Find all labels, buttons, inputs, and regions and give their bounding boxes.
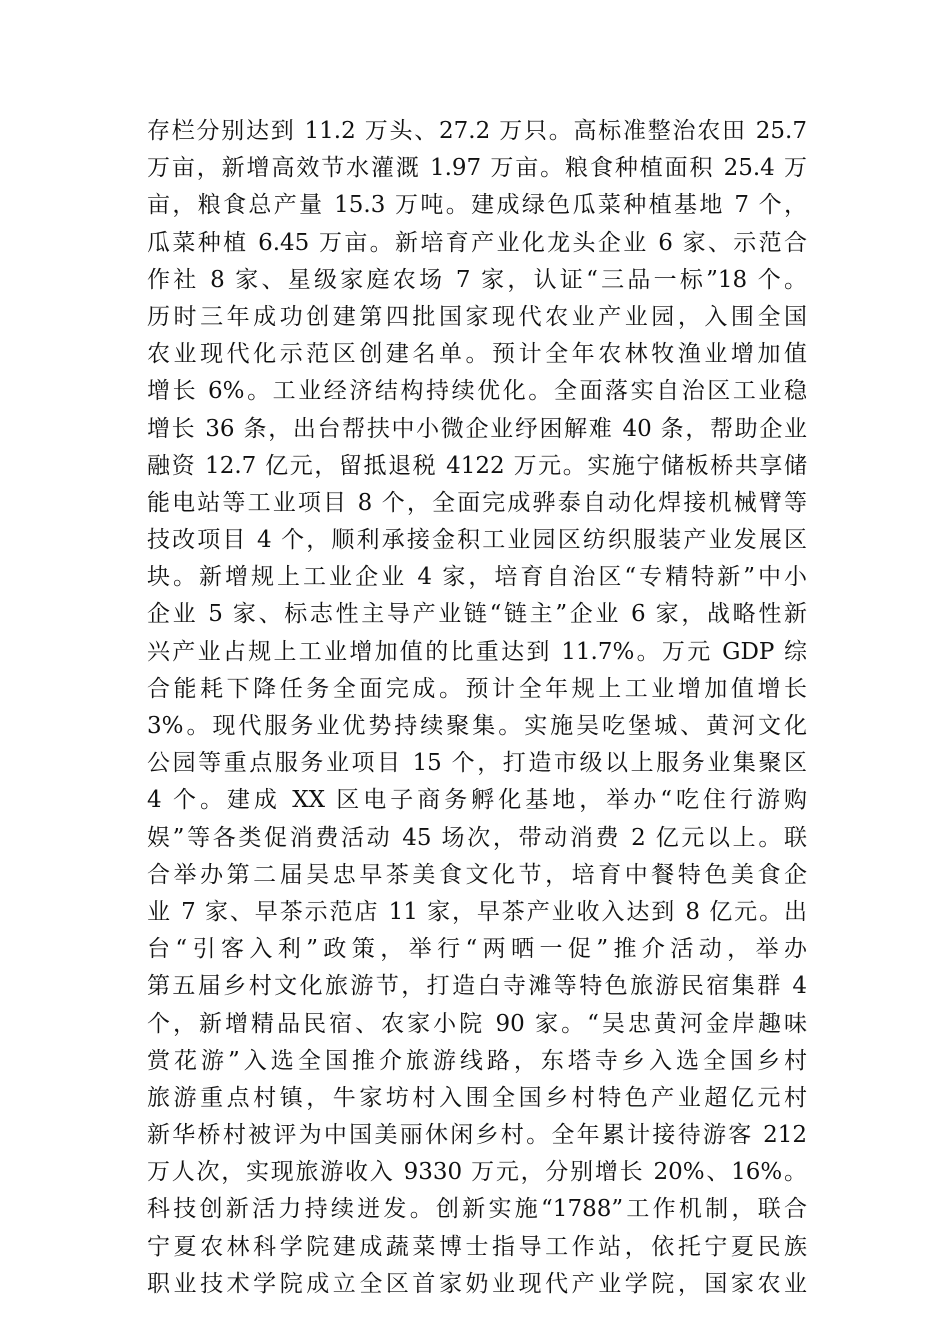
text-line: 存栏分别达到 11.2 万头、27.2 万只。高标准整治农田 25.7 xyxy=(147,118,807,144)
text-line: 第五届乡村文化旅游节，打造白寺滩等特色旅游民宿集群 4 xyxy=(147,973,807,1000)
text-line: 科技创新活力持续迸发。创新实施“1788”工作机制，联合 xyxy=(147,1196,807,1223)
text-line: 块。新增规上工业企业 4 家，培育自治区“专精特新”中小 xyxy=(147,564,807,591)
text-line: 3%。现代服务业优势持续聚集。实施吴吃堡城、黄河文化 xyxy=(147,713,807,739)
text-line: 新华桥村被评为中国美丽休闲乡村。全年累计接待游客 212 xyxy=(147,1122,807,1149)
text-line: 瓜菜种植 6.45 万亩。新培育产业化龙头企业 6 家、示范合 xyxy=(147,229,807,256)
text-line: 4 个。建成 XX 区电子商务孵化基地，举办“吃住行游购 xyxy=(147,787,807,814)
text-line: 农业现代化示范区创建名单。预计全年农林牧渔业增加值 xyxy=(147,341,807,368)
text-line: 个，新增精品民宿、农家小院 90 家。“吴忠黄河金岸趣味 xyxy=(147,1010,807,1037)
text-line: 企业 5 家、标志性主导产业链“链主”企业 6 家，战略性新 xyxy=(147,601,807,628)
text-line: 台“引客入利”政策，举行“两晒一促”推介活动，举办 xyxy=(147,936,807,963)
text-line: 万人次，实现旅游收入 9330 万元，分别增长 20%、16%。 xyxy=(147,1159,807,1186)
text-line: 亩，粮食总产量 15.3 万吨。建成绿色瓜菜种植基地 7 个， xyxy=(147,192,807,219)
text-line: 融资 12.7 亿元，留抵退税 4122 万元。实施宁储板桥共享储 xyxy=(147,452,807,479)
text-line: 公园等重点服务业项目 15 个，打造市级以上服务业集聚区 xyxy=(147,750,807,777)
text-line: 合能耗下降任务全面完成。预计全年规上工业增加值增长 xyxy=(147,675,807,702)
text-line: 合举办第二届吴忠早茶美食文化节，培育中餐特色美食企 xyxy=(147,861,807,888)
text-line: 业 7 家、早茶示范店 11 家，早茶产业收入达到 8 亿元。出 xyxy=(147,898,807,925)
text-line: 宁夏农林科学院建成蔬菜博士指导工作站，依托宁夏民族 xyxy=(147,1233,807,1260)
text-line: 万亩，新增高效节水灌溉 1.97 万亩。粮食种植面积 25.4 万 xyxy=(147,155,807,182)
body-text xyxy=(147,113,807,1303)
text-line: 历时三年成功创建第四批国家现代农业产业园，入围全国 xyxy=(147,303,807,330)
text-line: 能电站等工业项目 8 个，全面完成骅泰自动化焊接机械臂等 xyxy=(147,489,807,516)
text-line: 职业技术学院成立全区首家奶业现代产业学院，国家农业 xyxy=(147,1270,807,1297)
text-line: 兴产业占规上工业增加值的比重达到 11.7%。万元 GDP 综 xyxy=(147,638,807,665)
text-line: 增长 36 条，出台帮扶中小微企业纾困解难 40 条，帮助企业 xyxy=(147,415,807,442)
text-line: 娱”等各类促消费活动 45 场次，带动消费 2 亿元以上。联 xyxy=(147,824,807,851)
text-line: 技改项目 4 个，顺利承接金积工业园区纺织服装产业发展区 xyxy=(147,527,807,554)
text-line: 增长 6%。工业经济结构持续优化。全面落实自治区工业稳 xyxy=(147,378,807,405)
text-line: 作社 8 家、星级家庭农场 7 家，认证“三品一标”18 个。 xyxy=(147,266,807,293)
text-line: 赏花游”入选全国推介旅游线路，东塔寺乡入选全国乡村 xyxy=(147,1047,807,1074)
text-line: 旅游重点村镇，牛家坊村入围全国乡村特色产业超亿元村 xyxy=(147,1084,807,1111)
